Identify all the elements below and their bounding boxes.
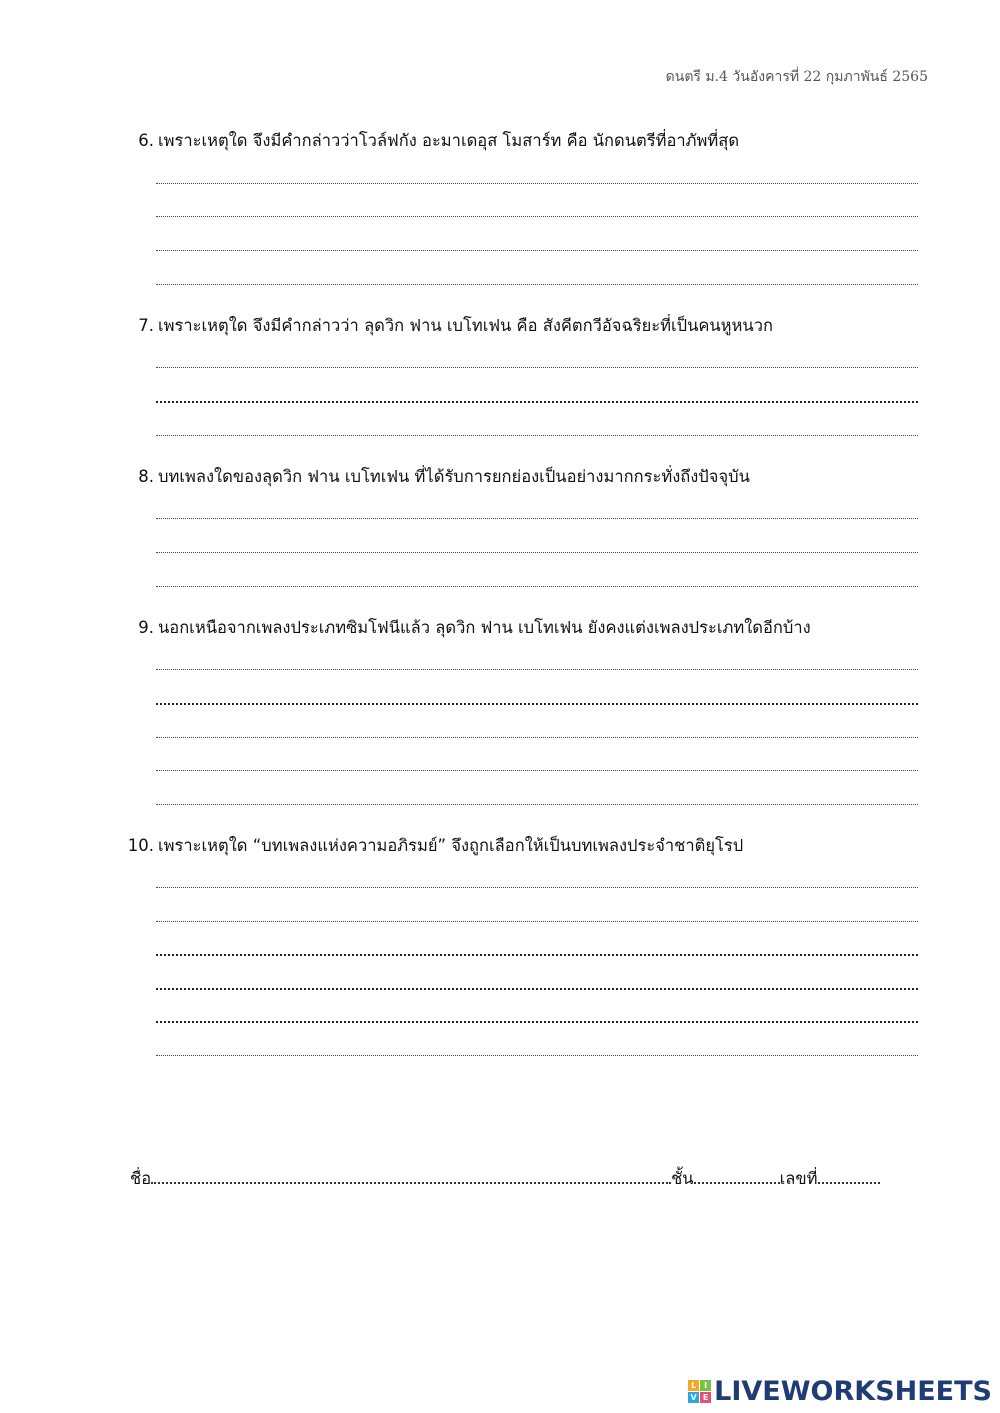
question-7 (110, 315, 920, 445)
answer-line[interactable] (156, 518, 918, 519)
answer-line[interactable] (156, 183, 918, 184)
answer-line[interactable] (156, 284, 918, 285)
number-label: เลขที่ (779, 1169, 818, 1188)
page-header-date: ดนตรี ม.4 วันอังคารที่ 22 กุมภาพันธ์ 2565 (665, 69, 928, 85)
answer-line[interactable] (156, 1021, 918, 1023)
class-label: ชั้น (671, 1169, 694, 1188)
answer-line[interactable] (156, 703, 918, 705)
answer-line[interactable] (156, 804, 918, 805)
answer-line[interactable] (156, 954, 918, 956)
class-field[interactable] (694, 1168, 780, 1184)
question-6 (110, 130, 920, 290)
answer-line[interactable] (156, 401, 918, 403)
answer-line[interactable] (156, 1055, 918, 1056)
answer-line[interactable] (156, 887, 918, 888)
question-number: 6. (138, 131, 154, 150)
answer-line[interactable] (156, 669, 918, 670)
logo-tile: I (700, 1380, 711, 1391)
question-8 (110, 466, 920, 596)
question-number: 7. (138, 316, 154, 335)
answer-line[interactable] (156, 921, 918, 922)
answer-line[interactable] (156, 367, 918, 368)
question-number: 10. (127, 836, 154, 855)
answer-line[interactable] (156, 737, 918, 738)
answer-line[interactable] (156, 586, 918, 587)
answer-line[interactable] (156, 988, 918, 990)
answer-line[interactable] (156, 552, 918, 553)
logo-tile: V (688, 1392, 699, 1403)
question-10 (110, 835, 920, 1065)
liveworksheets-logo (688, 1376, 992, 1407)
question-text: เพราะเหตุใด จึงมีคำกล่าวว่า ลุดวิก ฟาน เบโทเฟน คือ สังคีตกวีอัจฉริยะที่เป็นคนหูหนวก (158, 316, 773, 335)
question-text: เพราะเหตุใด “บทเพลงแห่งความอภิรมย์” จึงถูกเลือกให้เป็นบทเพลงประจำชาติยุโรป (158, 836, 744, 855)
logo-tiles-icon (688, 1380, 711, 1403)
answer-line[interactable] (156, 770, 918, 771)
question-9 (110, 617, 920, 812)
logo-text: LIVEWORKSHEETS (714, 1376, 992, 1407)
student-info-row (130, 1166, 900, 1192)
name-field[interactable] (151, 1168, 671, 1184)
question-text: บทเพลงใดของลุดวิก ฟาน เบโทเฟน ที่ได้รับการยกย่องเป็นอย่างมากกระทั่งถึงปัจจุบัน (158, 467, 750, 486)
question-text: เพราะเหตุใด จึงมีคำกล่าวว่าโวล์ฟกัง อะมาเดอุส โมสาร์ท คือ นักดนตรีที่อาภัพที่สุด (158, 131, 740, 150)
question-text: นอกเหนือจากเพลงประเภทซิมโฟนีแล้ว ลุดวิก ฟาน เบโทเฟน ยังคงแต่งเพลงประเภทใดอีกบ้าง (158, 618, 811, 637)
answer-line[interactable] (156, 250, 918, 251)
logo-tile: L (688, 1380, 699, 1391)
number-field[interactable] (818, 1168, 880, 1184)
question-number: 9. (138, 618, 154, 637)
answer-line[interactable] (156, 435, 918, 436)
name-label: ชื่อ (130, 1169, 152, 1188)
answer-line[interactable] (156, 216, 918, 217)
logo-tile: E (700, 1392, 711, 1403)
question-number: 8. (138, 467, 154, 486)
